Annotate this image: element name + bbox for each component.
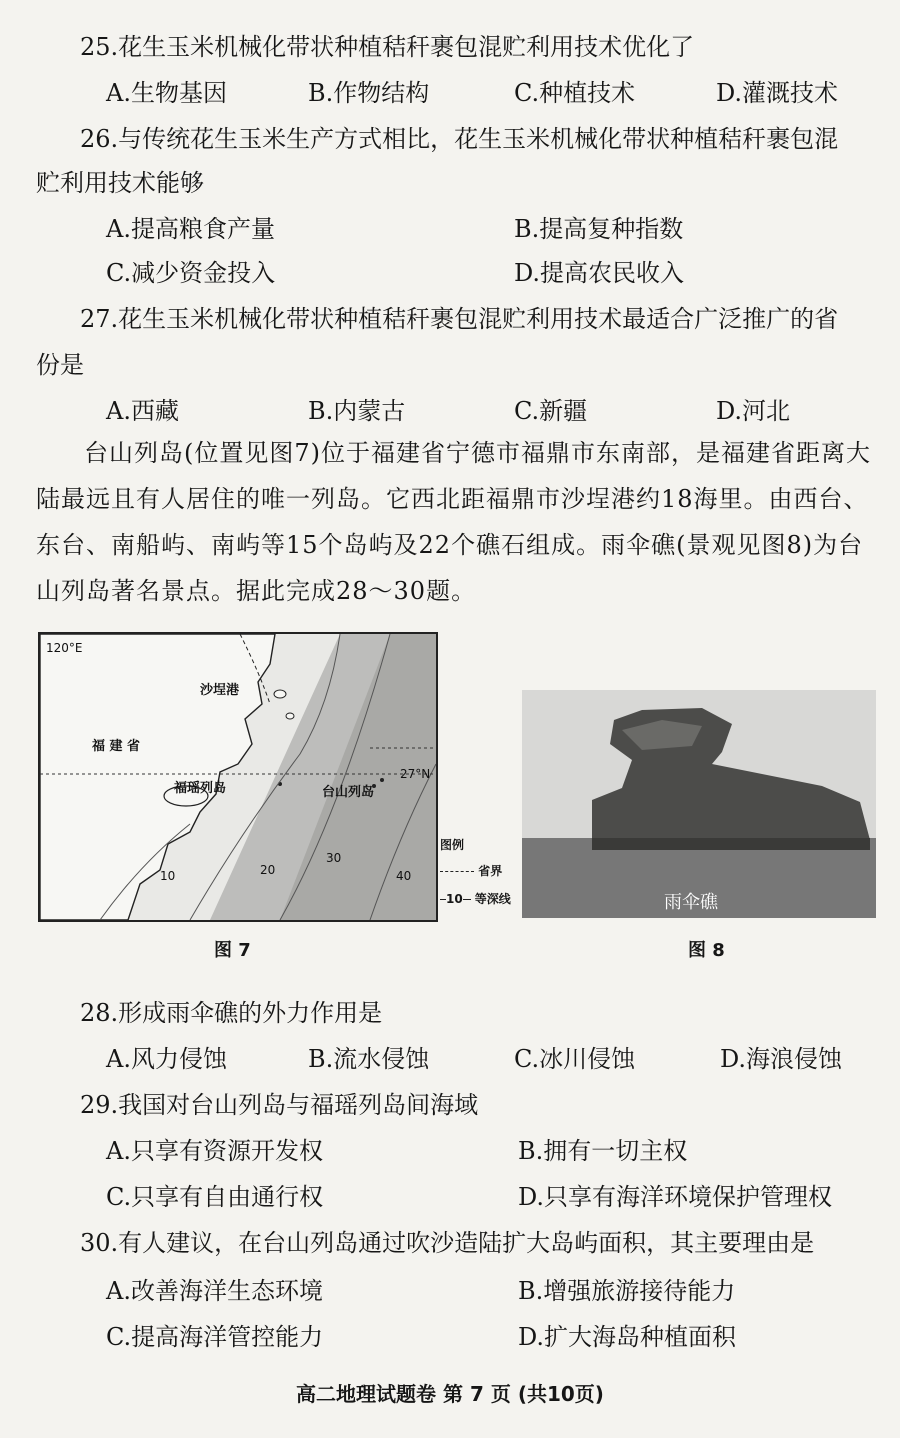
legend-isobath-line-right <box>463 899 471 900</box>
figure7-map <box>38 632 438 922</box>
legend-border-label: 省界 <box>478 864 503 878</box>
q26-stem-line2: 贮利用技术能够 <box>36 169 204 197</box>
q25-stem: 25.花生玉米机械化带状种植秸秆裹包混贮利用技术优化了 <box>80 33 695 61</box>
q30-option-c: C.提高海洋管控能力 <box>106 1323 324 1351</box>
q29-option-a: A.只享有资源开发权 <box>106 1137 323 1165</box>
q27-stem-line2: 份是 <box>36 351 84 379</box>
figure8-caption: 图 8 <box>688 940 725 961</box>
q26-stem-line1: 26.与传统花生玉米生产方式相比，花生玉米机械化带状种植秸秆裹包混 <box>80 125 839 153</box>
fujian-label: 福 建 省 <box>92 739 141 754</box>
q30-option-b: B.增强旅游接待能力 <box>518 1277 736 1305</box>
depth-30: 30 <box>326 851 342 865</box>
figure7-caption: 图 7 <box>214 940 251 961</box>
q26-option-b: B.提高复种指数 <box>514 215 684 243</box>
shacheng-label: 沙埕港 <box>200 683 240 698</box>
latitude-label: 27°N <box>400 767 431 781</box>
depth-40: 40 <box>396 869 412 883</box>
legend-border-row <box>440 862 502 879</box>
q26-option-a: A.提高粮食产量 <box>106 215 275 243</box>
passage: 台山列岛(位置见图7)位于福建省宁德市福鼎市东南部，是福建省距离大陆最远且有人居住的唯一列岛。它西北距福鼎市沙埕港约18海里。由西台、东台、南船屿、南屿等15个岛屿及22个礁石组成。雨伞礁(景观见图8)为台山列岛著名景点。据此完成28～30题。 <box>36 439 871 605</box>
q29-option-c: C.只享有自由通行权 <box>106 1183 324 1211</box>
q27-stem-line1: 27.花生玉米机械化带状种植秸秆裹包混贮利用技术最适合广泛推广的省 <box>80 305 839 333</box>
depth-20: 20 <box>260 863 276 877</box>
island-1 <box>274 690 286 698</box>
q28-option-b: B.流水侵蚀 <box>308 1045 430 1073</box>
q25-option-d: D.灌溉技术 <box>716 79 839 107</box>
q25-option-b: B.作物结构 <box>308 79 430 107</box>
legend-isobath-label: 等深线 <box>474 892 511 906</box>
figure8-label: 雨伞礁 <box>664 892 718 913</box>
q30-option-a: A.改善海洋生态环境 <box>106 1277 323 1305</box>
depth-10: 10 <box>160 869 176 883</box>
q26-option-d: D.提高农民收入 <box>514 259 685 287</box>
longitude-label: 120°E <box>46 641 83 655</box>
q28-stem: 28.形成雨伞礁的外力作用是 <box>80 999 383 1027</box>
q30-option-d: D.扩大海岛种植面积 <box>518 1323 737 1351</box>
taishan-label: 台山列岛 <box>322 785 375 800</box>
q29-stem: 29.我国对台山列岛与福瑶列岛间海域 <box>80 1091 479 1119</box>
q29-option-d: D.只享有海洋环境保护管理权 <box>518 1183 833 1211</box>
legend-isobath-number: 10 <box>446 892 463 906</box>
q25-option-a: A.生物基因 <box>106 79 227 107</box>
q28-option-d: D.海浪侵蚀 <box>720 1045 843 1073</box>
reef-drawing <box>522 690 876 918</box>
page-footer: 高二地理试题卷 第 7 页 (共10页) <box>296 1382 604 1406</box>
taishan-dot-2 <box>380 778 384 782</box>
q29-option-b: B.拥有一切主权 <box>518 1137 688 1165</box>
figure8-photo <box>522 690 876 918</box>
q28-option-c: C.冰川侵蚀 <box>514 1045 636 1073</box>
reef-base <box>592 838 870 850</box>
q28-option-a: A.风力侵蚀 <box>106 1045 227 1073</box>
q26-option-c: C.减少资金投入 <box>106 259 276 287</box>
legend-border-symbol <box>440 871 474 872</box>
legend-isobath-row <box>440 890 511 907</box>
q30-stem: 30.有人建议，在台山列岛通过吹沙造陆扩大岛屿面积，其主要理由是 <box>80 1229 815 1257</box>
q27-option-b: B.内蒙古 <box>308 397 406 425</box>
q25-option-c: C.种植技术 <box>514 79 636 107</box>
fuyao-label: 福瑶列岛 <box>174 781 227 796</box>
q27-option-c: C.新疆 <box>514 397 588 425</box>
island-2 <box>286 713 294 719</box>
map-drawing <box>40 634 436 920</box>
q27-option-a: A.西藏 <box>106 397 179 425</box>
legend-title: 图例 <box>440 838 465 852</box>
q27-option-d: D.河北 <box>716 397 791 425</box>
